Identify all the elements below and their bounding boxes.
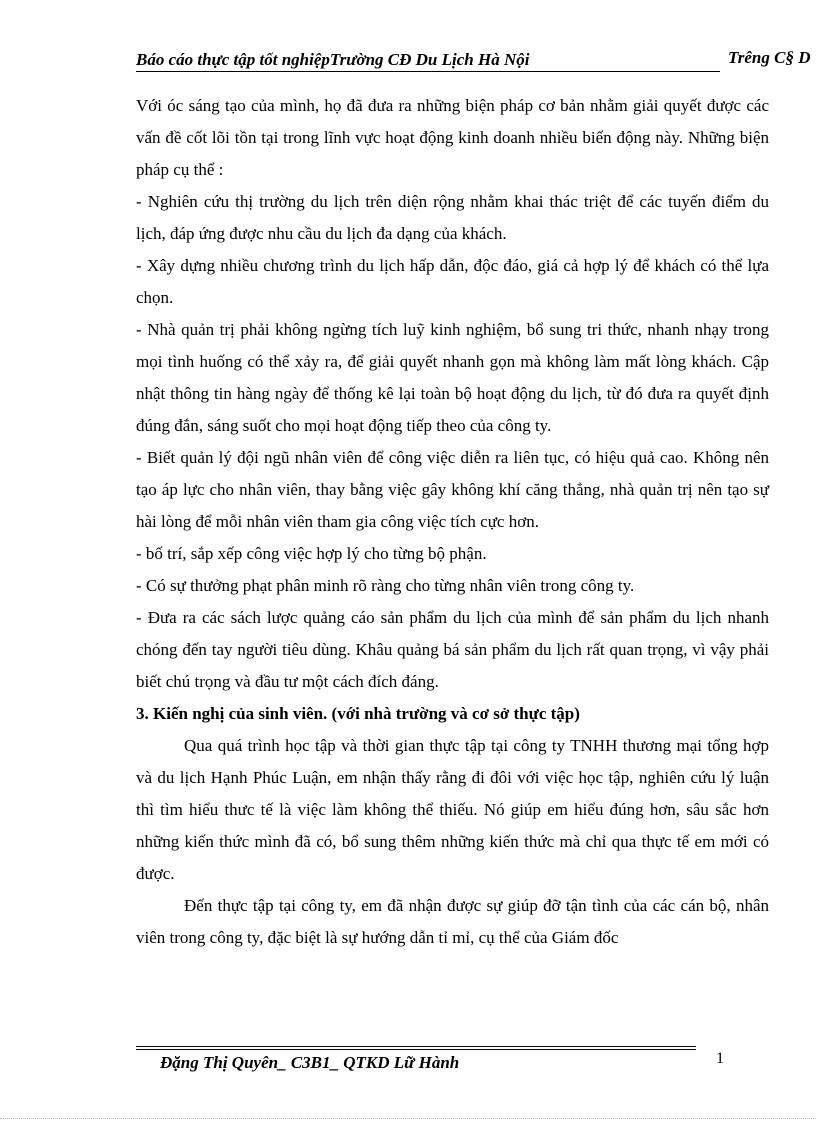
section-heading: 3. Kiến nghị của sinh viên. (với nhà trường và cơ sở thực tập) bbox=[136, 704, 580, 723]
footer-divider bbox=[136, 1046, 696, 1050]
paragraph: Với óc sáng tạo của mình, họ đã đưa ra những biện pháp cơ bản nhằm giải quyết được các vấn đề cốt lõi tồn tại trong lĩnh vực hoạt động kinh doanh nhiều biến động này. Những biện pháp cụ thể : bbox=[136, 96, 769, 179]
bullet-paragraph: - Biết quản lý đội ngũ nhân viên để công việc diễn ra liên tục, có hiệu quả cao. Không nên tạo áp lực cho nhân viên, thay bằng việc gây không khí căng thẳng, nhà quản trị nên tạo sự hài lòng để mỗi nhân viên tham gia công việc tích cực hơn. bbox=[136, 448, 769, 531]
bullet-paragraph: - bố trí, sắp xếp công việc hợp lý cho từng bộ phận. bbox=[136, 544, 487, 563]
bullet-paragraph: - Xây dựng nhiều chương trình du lịch hấp dẫn, độc đáo, giá cả hợp lý để khách có thể lựa chọn. bbox=[136, 256, 769, 307]
page-header bbox=[136, 48, 816, 76]
section-paragraph: Qua quá trình học tập và thời gian thực tập tại công ty TNHH thương mại tổng hợp và du lịch Hạnh Phúc Luận, em nhận thấy rằng đi đôi với việc học tập, nghiên cứu lý luận thì tìm hiểu thưc tế là việc làm không thể thiếu. Nó giúp em hiểu đúng hơn, sâu sắc hơn những kiến thức mình đã có, bổ sung thêm những kiến thức mà chỉ qua thực tế em mới có được. bbox=[136, 736, 769, 883]
footer-author: Đặng Thị Quyên_ C3B1_ QTKD Lữ Hành bbox=[160, 1053, 460, 1072]
header-school-abbrev: Trêng C§ D bbox=[728, 48, 811, 67]
body-text bbox=[136, 90, 769, 954]
bullet-paragraph: - Nhà quản trị phải không ngừng tích luỹ kinh nghiệm, bổ sung tri thức, nhanh nhạy trong mọi tình huống có thể xảy ra, để giải quyết nhanh gọn mà không làm mất lòng khách. Cập nhật thông tin hàng ngày để thống kê lại toàn bộ hoạt động du lịch, từ đó đưa ra quyết định đúng đắn, sáng suốt cho mọi hoạt động tiếp theo của công ty. bbox=[136, 320, 769, 435]
bullet-paragraph: - Đưa ra các sách lược quảng cáo sản phẩm du lịch của mình để sản phẩm du lịch nhanh chóng đến tay người tiêu dùng. Khâu quảng bá sản phẩm du lịch rất quan trọng, vì vậy phải biết chú trọng và đầu tư một cách đích đáng. bbox=[136, 608, 769, 691]
bullet-paragraph: - Nghiên cứu thị trường du lịch trên diện rộng nhằm khai thác triệt để các tuyến điểm du lịch, đáp ứng được nhu cầu du lịch đa dạng của khách. bbox=[136, 192, 769, 243]
page-number: 1 bbox=[716, 1050, 724, 1067]
section-paragraph: Đến thực tập tại công ty, em đã nhận được sự giúp đỡ tận tình của các cán bộ, nhân viên trong công ty, đặc biệt là sự hướng dẫn tỉ mỉ, cụ thể của Giám đốc bbox=[136, 896, 769, 947]
page-edge-divider bbox=[0, 1118, 816, 1119]
bullet-paragraph: - Có sự thưởng phạt phân minh rõ ràng cho từng nhân viên trong công ty. bbox=[136, 576, 635, 595]
header-report-title: Báo cáo thực tập tốt nghiệpTrường CĐ Du Lịch Hà Nội bbox=[136, 50, 720, 72]
